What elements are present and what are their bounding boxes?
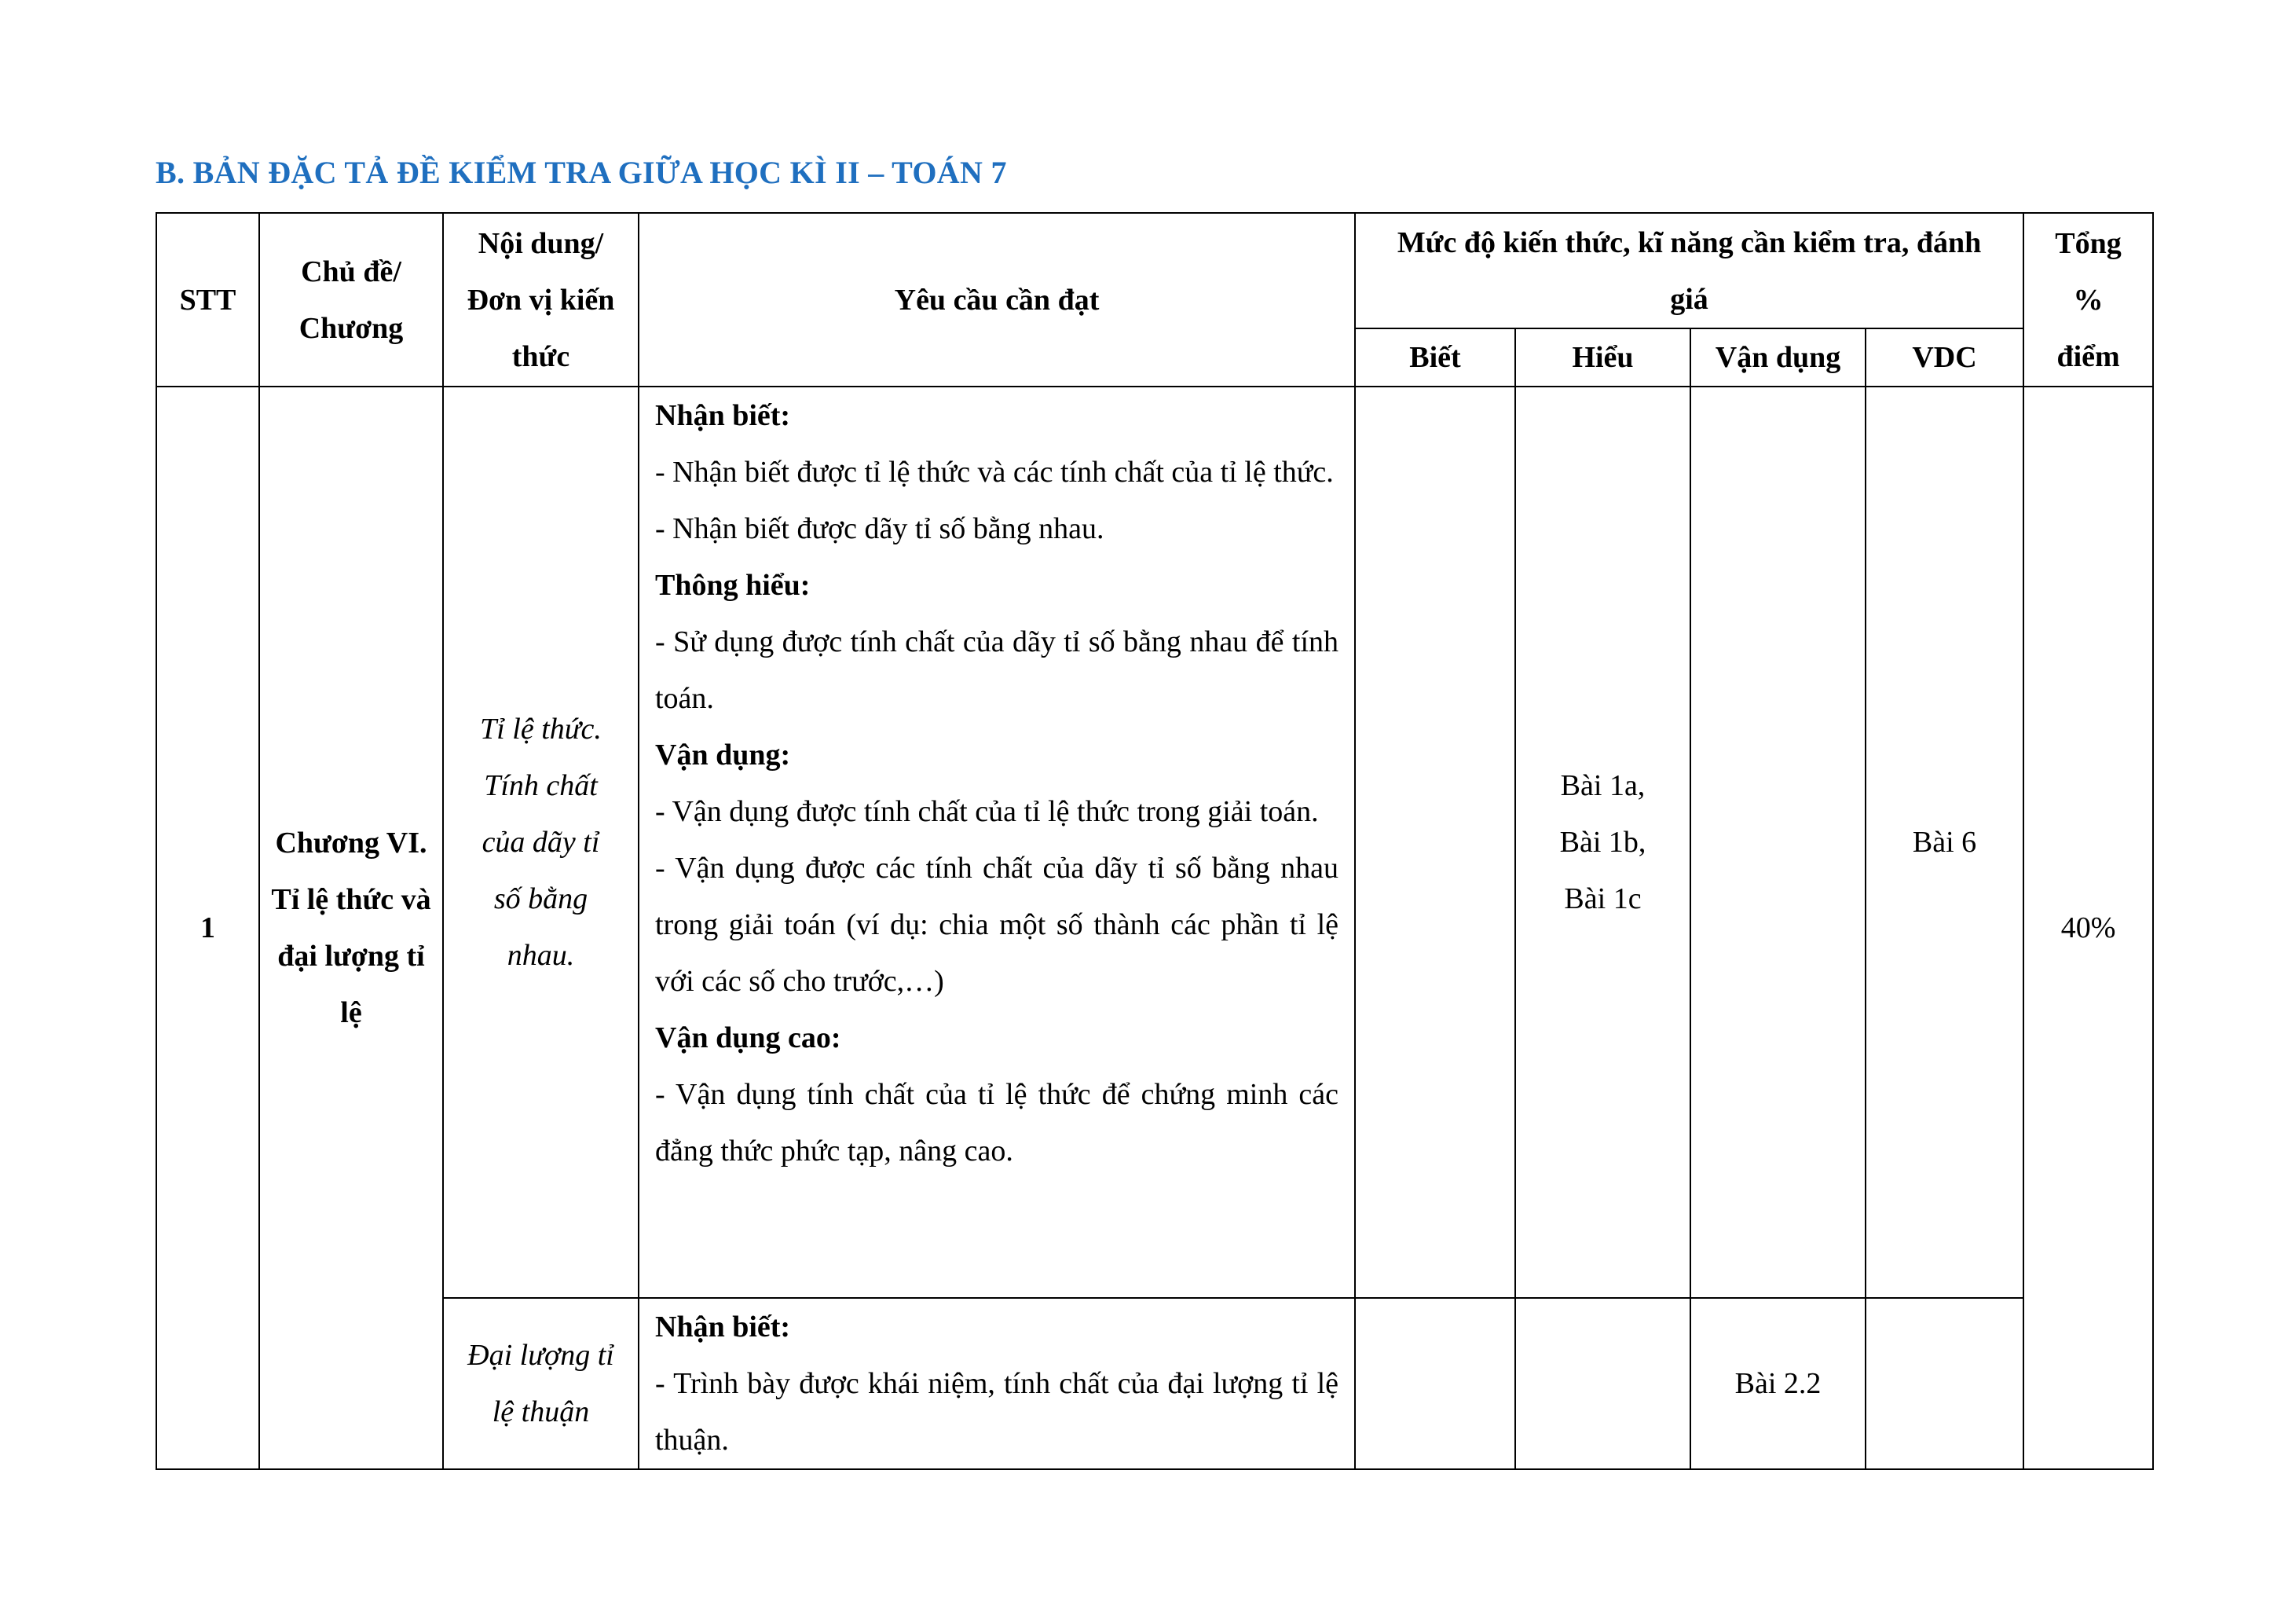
requirement-item: - Trình bày được khái niệm, tính chất của đại lượng tỉ lệ thuận.: [655, 1367, 1338, 1457]
header-requirement: Yêu cầu cần đạt: [639, 213, 1355, 387]
header-level-vdc: VDC: [1866, 328, 2023, 387]
header-stt: STT: [156, 213, 259, 387]
cell-biet: [1355, 1298, 1515, 1469]
requirement-heading: Vận dụng:: [655, 739, 791, 772]
requirement-item: - Vận dụng được tính chất của tỉ lệ thức trong giải toán.: [655, 795, 1319, 828]
table-row: [156, 1298, 2153, 1469]
header-level-biet: Biết: [1355, 328, 1515, 387]
row-stt: 1: [156, 387, 259, 1469]
requirement-heading: Vận dụng cao:: [655, 1021, 841, 1054]
header-level-van-dung: Vận dụng: [1690, 328, 1866, 387]
cell-hieu: Bài 1a, Bài 1b, Bài 1c: [1515, 387, 1690, 1298]
requirement-item: - Sử dụng được tính chất của dãy tỉ số bằng nhau để tính toán.: [655, 625, 1338, 715]
requirement-heading: Nhận biết:: [655, 1311, 791, 1344]
header-row-1: [156, 213, 2153, 328]
requirement-heading: Thông hiểu:: [655, 569, 811, 602]
requirement-heading: Nhận biết:: [655, 399, 791, 432]
row-topic: Chương VI. Tỉ lệ thức và đại lượng tỉ lệ: [259, 387, 443, 1469]
cell-total: 40%: [2023, 387, 2153, 1469]
header-total: Tổng % điểm: [2023, 213, 2153, 387]
cell-hieu: [1515, 1298, 1690, 1469]
cell-vdc: Bài 6: [1866, 387, 2023, 1298]
row-unit: Tỉ lệ thức. Tính chất của dãy tỉ số bằng nhau.: [443, 387, 639, 1298]
requirement-item: - Nhận biết được tỉ lệ thức và các tính chất của tỉ lệ thức.: [655, 456, 1334, 489]
cell-vdc: [1866, 1298, 2023, 1469]
requirement-item: - Nhận biết được dãy tỉ số bằng nhau.: [655, 512, 1104, 545]
cell-van-dung: Bài 2.2: [1690, 1298, 1866, 1469]
header-unit: Nội dung/ Đơn vị kiến thức: [443, 213, 639, 387]
row-requirements: [639, 1298, 1355, 1469]
page-title: B. BẢN ĐẶC TẢ ĐỀ KIỂM TRA GIỮA HỌC KÌ II – TOÁN 7: [156, 155, 1007, 190]
header-levels-group: Mức độ kiến thức, kĩ năng cần kiểm tra, đánh giá: [1355, 213, 2023, 328]
table-row: [156, 387, 2153, 1298]
cell-biet: [1355, 387, 1515, 1298]
cell-van-dung: [1690, 387, 1866, 1298]
requirement-item: - Vận dụng tính chất của tỉ lệ thức để chứng minh các đẳng thức phức tạp, nâng cao.: [655, 1078, 1338, 1168]
row-unit: Đại lượng tỉ lệ thuận: [443, 1298, 639, 1469]
header-topic: Chủ đề/ Chương: [259, 213, 443, 387]
row-requirements: [639, 387, 1355, 1298]
requirement-item: - Vận dụng được các tính chất của dãy tỉ số bằng nhau trong giải toán (ví dụ: chia một số thành các phần tỉ lệ với các số cho trước,…): [655, 852, 1338, 998]
specification-table: [156, 212, 2154, 1470]
header-level-hieu: Hiểu: [1515, 328, 1690, 387]
